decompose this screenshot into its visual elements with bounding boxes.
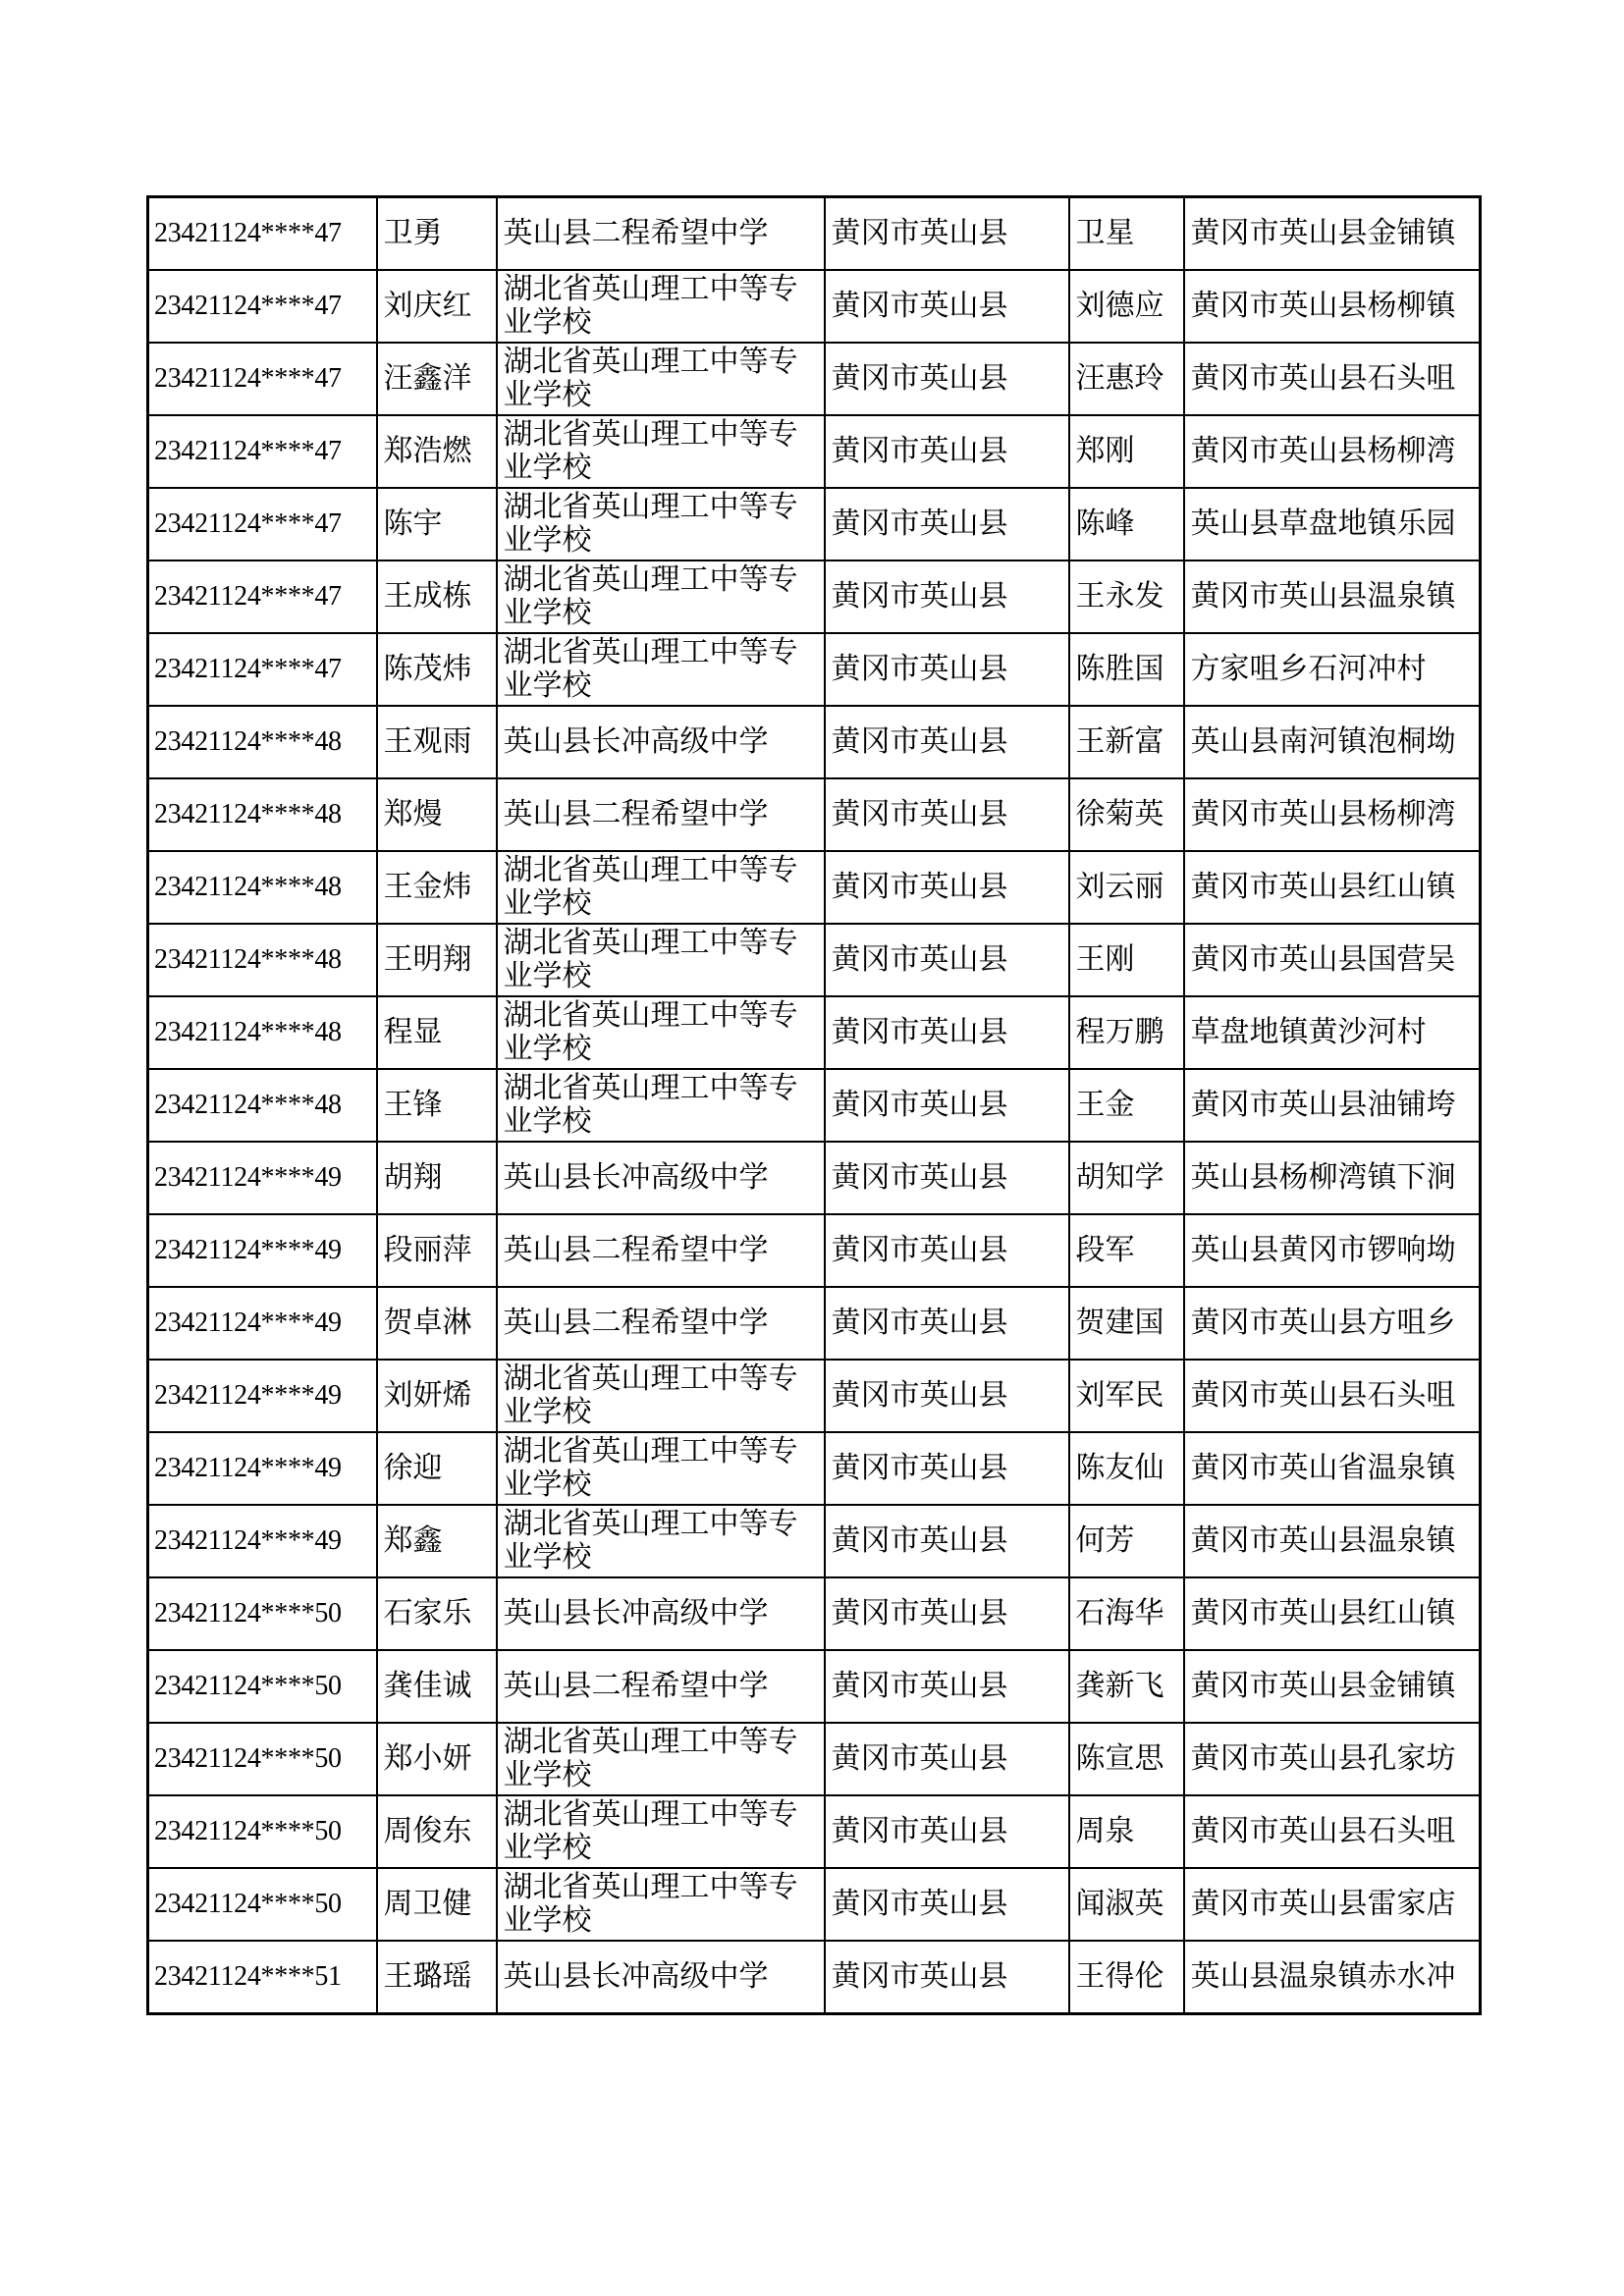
table-row: [148, 1723, 1481, 1795]
roster-table: [146, 195, 1482, 2015]
guardian-name-cell: 段军: [1069, 1214, 1184, 1287]
student-id-cell: 23421124****48: [148, 924, 377, 996]
student-name-cell: 周卫健: [377, 1868, 497, 1941]
guardian-name-cell: 刘云丽: [1069, 851, 1184, 924]
student-id-cell: 23421124****48: [148, 996, 377, 1069]
school-cell: 湖北省英山理工中等专业学校: [497, 1069, 825, 1142]
region-cell: 黄冈市英山县: [825, 1214, 1069, 1287]
table-row: [148, 343, 1481, 415]
school-cell: 英山县二程希望中学: [497, 1650, 825, 1723]
table-row: [148, 488, 1481, 561]
table-row: [148, 1941, 1481, 2014]
student-id-cell: 23421124****49: [148, 1214, 377, 1287]
student-id-cell: 23421124****47: [148, 633, 377, 706]
table-row: [148, 1650, 1481, 1723]
guardian-name-cell: 王得伦: [1069, 1941, 1184, 2014]
student-name-cell: 石家乐: [377, 1577, 497, 1650]
student-id-cell: 23421124****49: [148, 1432, 377, 1505]
guardian-name-cell: 徐菊英: [1069, 778, 1184, 851]
school-cell: 湖北省英山理工中等专业学校: [497, 996, 825, 1069]
student-id-cell: 23421124****50: [148, 1795, 377, 1868]
region-cell: 黄冈市英山县: [825, 706, 1069, 778]
region-cell: 黄冈市英山县: [825, 1650, 1069, 1723]
region-cell: 黄冈市英山县: [825, 851, 1069, 924]
student-name-cell: 龚佳诚: [377, 1650, 497, 1723]
school-cell: 湖北省英山理工中等专业学校: [497, 851, 825, 924]
table-row: [148, 924, 1481, 996]
guardian-name-cell: 周泉: [1069, 1795, 1184, 1868]
table-row: [148, 1214, 1481, 1287]
student-id-cell: 23421124****50: [148, 1577, 377, 1650]
address-cell: 黄冈市英山省温泉镇: [1184, 1432, 1481, 1505]
school-cell: 湖北省英山理工中等专业学校: [497, 633, 825, 706]
table-row: [148, 1069, 1481, 1142]
address-cell: 黄冈市英山县红山镇: [1184, 1577, 1481, 1650]
student-id-cell: 23421124****49: [148, 1505, 377, 1577]
student-name-cell: 程显: [377, 996, 497, 1069]
address-cell: 黄冈市英山县石头咀: [1184, 343, 1481, 415]
student-name-cell: 贺卓淋: [377, 1287, 497, 1360]
student-name-cell: 郑鑫: [377, 1505, 497, 1577]
table-row: [148, 1505, 1481, 1577]
school-cell: 英山县二程希望中学: [497, 1287, 825, 1360]
student-id-cell: 23421124****47: [148, 488, 377, 561]
address-cell: 英山县草盘地镇乐园: [1184, 488, 1481, 561]
student-name-cell: 王锋: [377, 1069, 497, 1142]
student-name-cell: 周俊东: [377, 1795, 497, 1868]
student-name-cell: 王明翔: [377, 924, 497, 996]
student-name-cell: 王金炜: [377, 851, 497, 924]
student-id-cell: 23421124****48: [148, 706, 377, 778]
guardian-name-cell: 刘德应: [1069, 270, 1184, 343]
school-cell: 湖北省英山理工中等专业学校: [497, 1505, 825, 1577]
guardian-name-cell: 陈友仙: [1069, 1432, 1184, 1505]
table-row: [148, 561, 1481, 633]
student-id-cell: 23421124****47: [148, 415, 377, 488]
student-name-cell: 郑熳: [377, 778, 497, 851]
student-name-cell: 郑小妍: [377, 1723, 497, 1795]
region-cell: 黄冈市英山县: [825, 1069, 1069, 1142]
guardian-name-cell: 王刚: [1069, 924, 1184, 996]
school-cell: 英山县长冲高级中学: [497, 1142, 825, 1214]
guardian-name-cell: 石海华: [1069, 1577, 1184, 1650]
address-cell: 黄冈市英山县国营吴: [1184, 924, 1481, 996]
table-row: [148, 706, 1481, 778]
school-cell: 英山县二程希望中学: [497, 1214, 825, 1287]
student-name-cell: 郑浩燃: [377, 415, 497, 488]
table-row: [148, 197, 1481, 271]
region-cell: 黄冈市英山县: [825, 197, 1069, 271]
region-cell: 黄冈市英山县: [825, 1868, 1069, 1941]
address-cell: 黄冈市英山县石头咀: [1184, 1360, 1481, 1432]
region-cell: 黄冈市英山县: [825, 1577, 1069, 1650]
address-cell: 黄冈市英山县雷家店: [1184, 1868, 1481, 1941]
student-id-cell: 23421124****48: [148, 851, 377, 924]
guardian-name-cell: 王金: [1069, 1069, 1184, 1142]
guardian-name-cell: 陈胜国: [1069, 633, 1184, 706]
school-cell: 英山县长冲高级中学: [497, 706, 825, 778]
school-cell: 英山县二程希望中学: [497, 197, 825, 271]
address-cell: 英山县南河镇泡桐坳: [1184, 706, 1481, 778]
region-cell: 黄冈市英山县: [825, 270, 1069, 343]
student-id-cell: 23421124****47: [148, 270, 377, 343]
student-name-cell: 胡翔: [377, 1142, 497, 1214]
school-cell: 湖北省英山理工中等专业学校: [497, 488, 825, 561]
region-cell: 黄冈市英山县: [825, 488, 1069, 561]
address-cell: 黄冈市英山县红山镇: [1184, 851, 1481, 924]
school-cell: 英山县长冲高级中学: [497, 1941, 825, 2014]
guardian-name-cell: 卫星: [1069, 197, 1184, 271]
school-cell: 湖北省英山理工中等专业学校: [497, 924, 825, 996]
address-cell: 黄冈市英山县金铺镇: [1184, 197, 1481, 271]
address-cell: 英山县黄冈市锣响坳: [1184, 1214, 1481, 1287]
student-id-cell: 23421124****48: [148, 778, 377, 851]
student-id-cell: 23421124****50: [148, 1723, 377, 1795]
student-id-cell: 23421124****47: [148, 343, 377, 415]
guardian-name-cell: 陈宣思: [1069, 1723, 1184, 1795]
student-id-cell: 23421124****47: [148, 561, 377, 633]
student-id-cell: 23421124****51: [148, 1941, 377, 2014]
school-cell: 英山县二程希望中学: [497, 778, 825, 851]
student-id-cell: 23421124****49: [148, 1360, 377, 1432]
school-cell: 湖北省英山理工中等专业学校: [497, 1723, 825, 1795]
region-cell: 黄冈市英山县: [825, 924, 1069, 996]
student-id-cell: 23421124****49: [148, 1142, 377, 1214]
school-cell: 湖北省英山理工中等专业学校: [497, 343, 825, 415]
guardian-name-cell: 贺建国: [1069, 1287, 1184, 1360]
region-cell: 黄冈市英山县: [825, 633, 1069, 706]
region-cell: 黄冈市英山县: [825, 996, 1069, 1069]
student-name-cell: 陈茂炜: [377, 633, 497, 706]
address-cell: 英山县温泉镇赤水冲: [1184, 1941, 1481, 2014]
region-cell: 黄冈市英山县: [825, 343, 1069, 415]
address-cell: 黄冈市英山县孔家坊: [1184, 1723, 1481, 1795]
table-row: [148, 778, 1481, 851]
region-cell: 黄冈市英山县: [825, 1432, 1069, 1505]
guardian-name-cell: 王新富: [1069, 706, 1184, 778]
school-cell: 湖北省英山理工中等专业学校: [497, 415, 825, 488]
table-row: [148, 633, 1481, 706]
student-name-cell: 王成栋: [377, 561, 497, 633]
student-name-cell: 刘庆红: [377, 270, 497, 343]
school-cell: 湖北省英山理工中等专业学校: [497, 1795, 825, 1868]
student-name-cell: 王观雨: [377, 706, 497, 778]
table-row: [148, 1432, 1481, 1505]
school-cell: 湖北省英山理工中等专业学校: [497, 1432, 825, 1505]
region-cell: 黄冈市英山县: [825, 1505, 1069, 1577]
guardian-name-cell: 程万鹏: [1069, 996, 1184, 1069]
address-cell: 黄冈市英山县油铺垮: [1184, 1069, 1481, 1142]
address-cell: 黄冈市英山县温泉镇: [1184, 561, 1481, 633]
guardian-name-cell: 郑刚: [1069, 415, 1184, 488]
student-name-cell: 徐迎: [377, 1432, 497, 1505]
school-cell: 英山县长冲高级中学: [497, 1577, 825, 1650]
table-row: [148, 1868, 1481, 1941]
school-cell: 湖北省英山理工中等专业学校: [497, 270, 825, 343]
table-row: [148, 1577, 1481, 1650]
region-cell: 黄冈市英山县: [825, 1941, 1069, 2014]
school-cell: 湖北省英山理工中等专业学校: [497, 1868, 825, 1941]
address-cell: 黄冈市英山县杨柳湾: [1184, 415, 1481, 488]
guardian-name-cell: 汪惠玲: [1069, 343, 1184, 415]
region-cell: 黄冈市英山县: [825, 561, 1069, 633]
guardian-name-cell: 王永发: [1069, 561, 1184, 633]
region-cell: 黄冈市英山县: [825, 1142, 1069, 1214]
roster-body: [148, 197, 1481, 2014]
table-row: [148, 1142, 1481, 1214]
address-cell: 黄冈市英山县杨柳镇: [1184, 270, 1481, 343]
region-cell: 黄冈市英山县: [825, 415, 1069, 488]
region-cell: 黄冈市英山县: [825, 1795, 1069, 1868]
student-id-cell: 23421124****48: [148, 1069, 377, 1142]
address-cell: 方家咀乡石河冲村: [1184, 633, 1481, 706]
region-cell: 黄冈市英山县: [825, 1723, 1069, 1795]
student-name-cell: 汪鑫洋: [377, 343, 497, 415]
address-cell: 黄冈市英山县石头咀: [1184, 1795, 1481, 1868]
guardian-name-cell: 龚新飞: [1069, 1650, 1184, 1723]
student-id-cell: 23421124****47: [148, 197, 377, 271]
guardian-name-cell: 何芳: [1069, 1505, 1184, 1577]
student-name-cell: 陈宇: [377, 488, 497, 561]
guardian-name-cell: 刘军民: [1069, 1360, 1184, 1432]
student-id-cell: 23421124****49: [148, 1287, 377, 1360]
student-name-cell: 段丽萍: [377, 1214, 497, 1287]
address-cell: 黄冈市英山县温泉镇: [1184, 1505, 1481, 1577]
table-row: [148, 415, 1481, 488]
address-cell: 草盘地镇黄沙河村: [1184, 996, 1481, 1069]
region-cell: 黄冈市英山县: [825, 1287, 1069, 1360]
address-cell: 英山县杨柳湾镇下涧: [1184, 1142, 1481, 1214]
address-cell: 黄冈市英山县杨柳湾: [1184, 778, 1481, 851]
table-row: [148, 1360, 1481, 1432]
region-cell: 黄冈市英山县: [825, 1360, 1069, 1432]
student-id-cell: 23421124****50: [148, 1868, 377, 1941]
guardian-name-cell: 胡知学: [1069, 1142, 1184, 1214]
student-id-cell: 23421124****50: [148, 1650, 377, 1723]
student-name-cell: 王璐瑶: [377, 1941, 497, 2014]
address-cell: 黄冈市英山县方咀乡: [1184, 1287, 1481, 1360]
region-cell: 黄冈市英山县: [825, 778, 1069, 851]
table-row: [148, 1795, 1481, 1868]
student-name-cell: 卫勇: [377, 197, 497, 271]
table-row: [148, 851, 1481, 924]
table-row: [148, 996, 1481, 1069]
table-row: [148, 1287, 1481, 1360]
guardian-name-cell: 陈峰: [1069, 488, 1184, 561]
guardian-name-cell: 闻淑英: [1069, 1868, 1184, 1941]
address-cell: 黄冈市英山县金铺镇: [1184, 1650, 1481, 1723]
school-cell: 湖北省英山理工中等专业学校: [497, 1360, 825, 1432]
student-name-cell: 刘妍烯: [377, 1360, 497, 1432]
table-row: [148, 270, 1481, 343]
school-cell: 湖北省英山理工中等专业学校: [497, 561, 825, 633]
